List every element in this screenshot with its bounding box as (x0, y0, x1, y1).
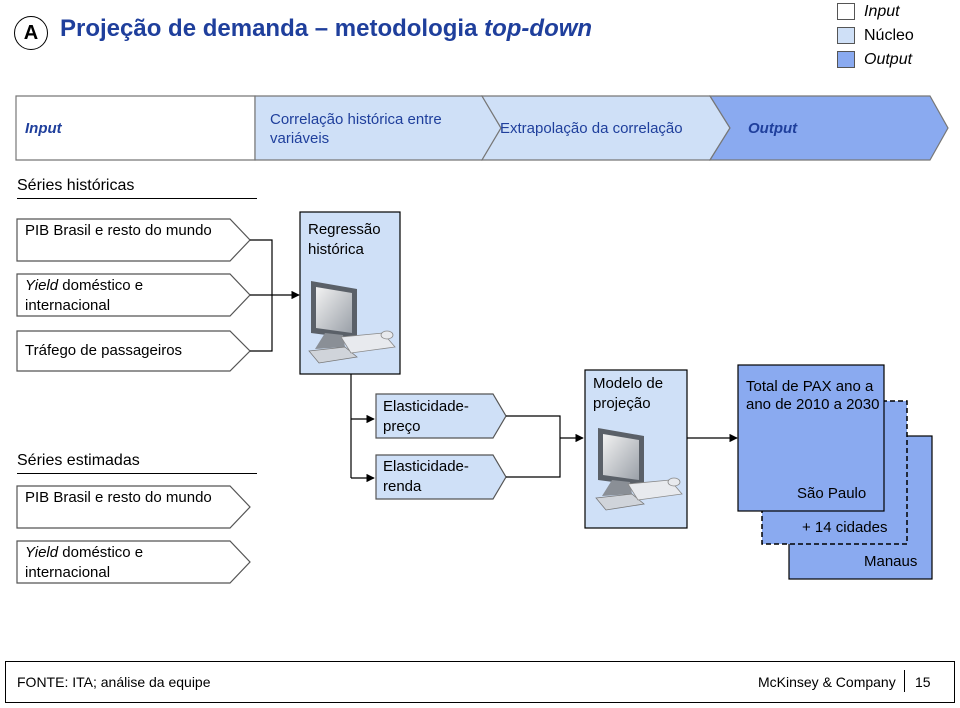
est-gdp-label: PIB Brasil e resto do mundo (25, 489, 212, 506)
hist-gdp-label: PIB Brasil e resto do mundo (25, 222, 212, 239)
process-extrapolation-label: Extrapolação da correlação (500, 120, 683, 137)
est-yield-rest: doméstico e internacional (25, 544, 144, 581)
process-correlation-label: Correlação histórica entre variáveis (270, 111, 442, 147)
hist-traffic-label: Tráfego de passageiros (25, 342, 183, 359)
page-title-italic: top-down (484, 15, 593, 42)
regression-label: Regressão histórica (308, 221, 381, 258)
footer-company: McKinsey & Company (758, 674, 896, 690)
output-more-cities-label: + 14 cidades (802, 519, 888, 536)
footer-divider (904, 670, 905, 692)
legend-label-input: Input (864, 3, 900, 20)
footer-source: FONTE: ITA; análise da equipe (17, 674, 211, 690)
footer-page-number: 15 (915, 674, 931, 690)
model-label: Modelo de projeção (593, 375, 664, 412)
output-city-label: São Paulo (797, 485, 867, 502)
hist-yield-italic: Yield (25, 277, 59, 294)
page-title-main: Projeção de demanda – metodologia (60, 15, 485, 42)
historical-heading-underline (17, 198, 257, 199)
historical-heading: Séries históricas (17, 177, 135, 194)
elasticity-price-label: Elasticidade-preço (383, 398, 469, 435)
estimated-heading: Séries estimadas (17, 452, 140, 469)
est-yield-label (25, 543, 225, 583)
hist-yield-label (25, 276, 225, 316)
hist-yield-rest: doméstico e internacional (25, 277, 144, 314)
legend-label-output: Output (864, 51, 913, 68)
process-output-chevron (710, 96, 948, 160)
output-total-label: Total de PAX ano a ano de 2010 a 2030 (746, 378, 880, 413)
elasticity-income-label: Elasticidade-renda (383, 458, 469, 495)
estimated-heading-underline (17, 473, 257, 474)
legend-label-core: Núcleo (864, 27, 914, 44)
process-output-label: Output (748, 120, 798, 137)
process-input-label: Input (25, 120, 62, 137)
est-yield-italic: Yield (25, 544, 59, 561)
output-manaus-label: Manaus (864, 553, 918, 570)
footer (5, 661, 955, 703)
section-badge: A (14, 16, 48, 50)
